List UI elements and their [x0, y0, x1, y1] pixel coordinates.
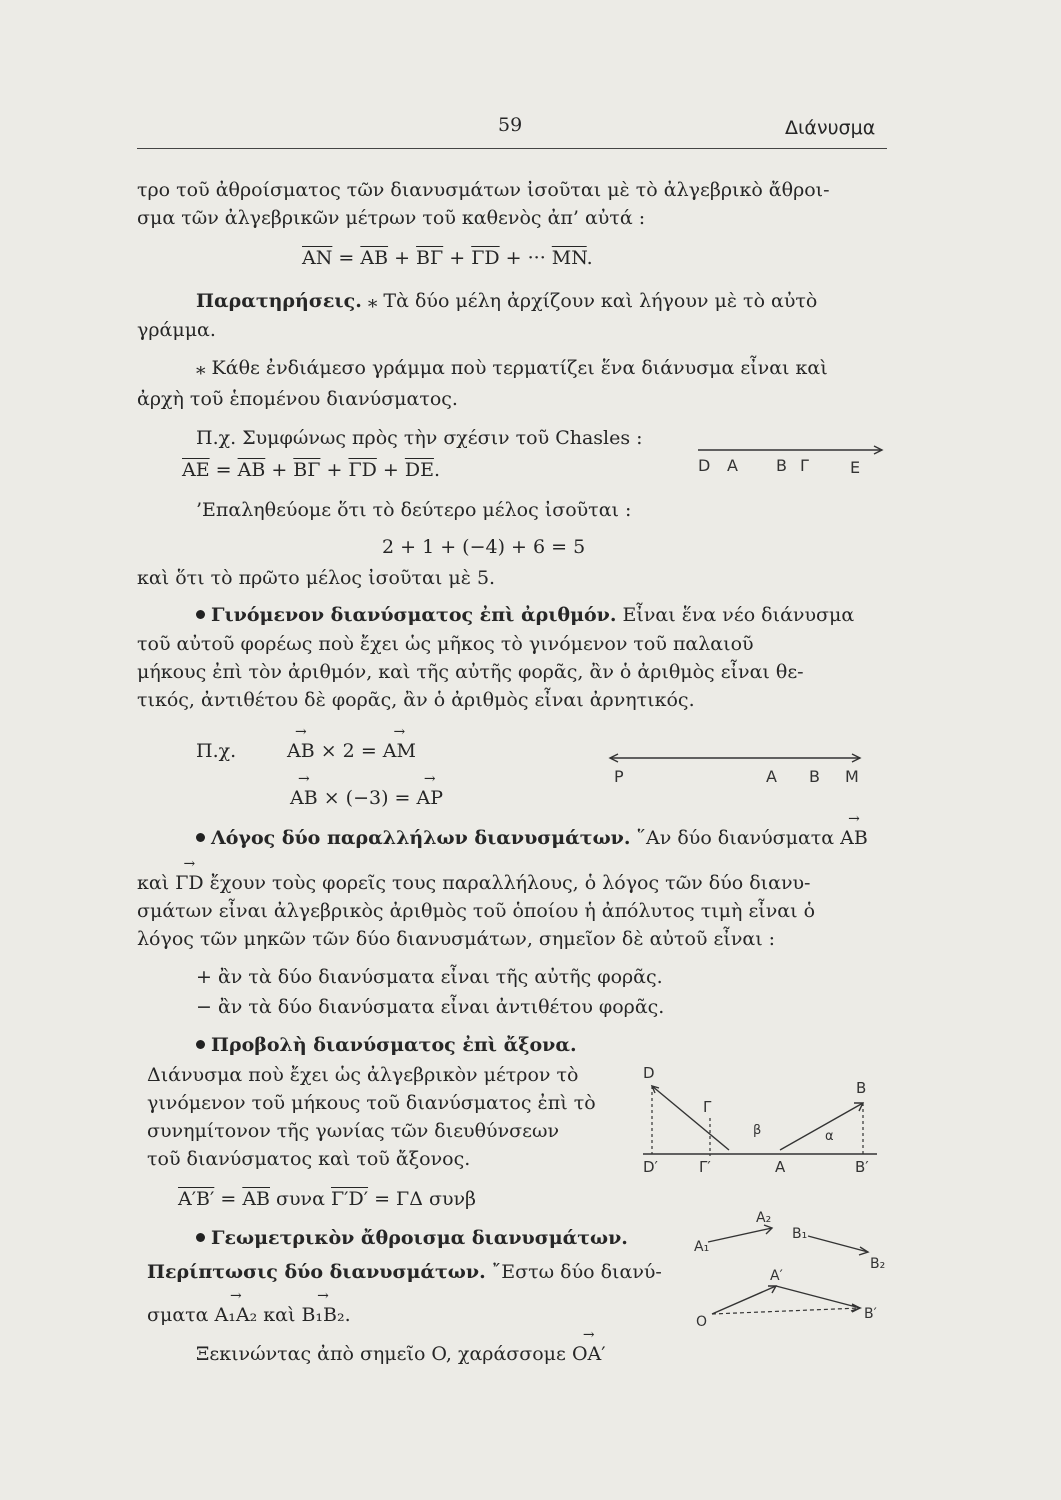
observations-heading: Παρατηρήσεις. [196, 290, 362, 312]
operator: + [388, 247, 417, 269]
text-line: ’Επαληθεύομε ὅτι τὸ δεύτερο μέλος ἰσοῦται : [196, 499, 632, 521]
text-line: σμα τῶν ἀλγεβρικῶν μέτρων τοῦ καθενὸς ἀπ’ αὐτά : [137, 207, 646, 229]
equation-product-1 [287, 739, 416, 763]
vector: → AB [287, 739, 315, 763]
text-line: Διάνυσμα ποὺ ἔχει ὡς ἀλγεβρικὸν μέτρον τὸ [147, 1064, 579, 1086]
figure-product-axis [600, 745, 870, 800]
bullet-icon [196, 1040, 205, 1049]
figure-chasles-axis [690, 436, 890, 486]
vector-oa-prime [712, 1286, 776, 1314]
segment: $\overline{\Gamma D}$ [471, 247, 500, 269]
text: συνα [270, 1188, 331, 1210]
text-line [137, 871, 810, 895]
segment: $\overline{B\Gamma}$ [416, 247, 444, 269]
text: Εἶναι ἕνα νέο διάνυσμα [622, 604, 855, 626]
angle-label: α [825, 1129, 834, 1144]
bullet-icon [196, 610, 205, 619]
vector: → ΓD [175, 871, 203, 895]
page-number: 59 [498, 114, 523, 136]
operator: + [443, 247, 472, 269]
text: = ΓΔ συνβ [368, 1188, 477, 1210]
point-label: A [775, 1158, 786, 1176]
vector-b1b2 [808, 1236, 868, 1252]
operator: = [209, 459, 238, 481]
point-label: D [643, 1064, 655, 1082]
text-line: καὶ ὅτι τὸ πρῶτο μέλος ἰσοῦται μὲ 5. [137, 567, 496, 589]
point-label: B₂ [870, 1256, 886, 1272]
case-line [147, 1260, 662, 1284]
header-rule [137, 148, 887, 149]
resultant-dashed [712, 1308, 860, 1314]
point-label: B′ [855, 1158, 869, 1176]
segment: $\overline{AB}$ [360, 247, 389, 269]
text: καὶ [137, 872, 170, 894]
point-label: A′ [770, 1268, 783, 1284]
text: ἔχουν τοὺς φορεῖς τους παραλλήλους, ὁ λόγος τῶν δύο διανυ- [209, 872, 811, 894]
point-label: B′ [864, 1306, 877, 1322]
punct: . [433, 459, 441, 481]
ratio-line [196, 826, 868, 850]
text-line [147, 1303, 351, 1327]
case-heading: Περίπτωσις δύο διανυσμάτων. [147, 1261, 486, 1283]
text: καὶ [257, 1304, 302, 1326]
text-line: γράμμα. [137, 319, 216, 341]
vector: → AB [840, 826, 868, 850]
point-label: Γ [703, 1098, 712, 1116]
point-label: B₁ [792, 1226, 808, 1242]
vector-ab [780, 1103, 863, 1150]
text-line: συνημίτονον τῆς γωνίας τῶν διευθύνσεων [147, 1120, 559, 1142]
equation-chasles-general [302, 246, 593, 270]
punct: . [586, 247, 593, 269]
text-line: μήκους ἐπὶ τὸν ἀριθμόν, καὶ τῆς αὐτῆς φορᾶς, ἂν ὁ ἀριθμὸς εἶναι θε- [137, 661, 804, 683]
operator: = [214, 1188, 243, 1210]
segment: $\overline{AN}$ [302, 247, 333, 269]
product-heading: Γινόμενον διανύσματος ἐπὶ ἀριθμόν. [211, 604, 617, 626]
operator: × 2 = [314, 740, 383, 762]
text-line: τοῦ αὐτοῦ φορέως ποὺ ἔχει ὡς μῆκος τὸ γινόμενον τοῦ παλαιοῦ [137, 633, 754, 655]
point-label: O [696, 1314, 708, 1330]
text-line: τικός, ἀντιθέτου δὲ φορᾶς, ἂν ὁ ἀριθμὸς εἶναι ἀρνητικός. [137, 689, 695, 711]
segment: $\overline{AE}$ [182, 459, 210, 481]
point-label: B [809, 767, 820, 786]
text: Τὰ δύο μέλη ἀρχίζουν καὶ λήγουν μὲ τὸ αὐτὸ [383, 290, 818, 312]
ratio-heading: Λόγος δύο παραλλήλων διανυσμάτων. [211, 827, 631, 849]
point-label: D [698, 456, 711, 475]
point-label: P [614, 767, 624, 786]
vector: → AP [417, 786, 444, 810]
bullet-icon [196, 1233, 205, 1242]
product-line [196, 603, 854, 627]
figure-projection [635, 1060, 885, 1180]
geometric-sum-heading: Γεωμετρικὸν ἄθροισμα διανυσμάτων. [211, 1227, 628, 1249]
numeric-check: 2 + 1 + (−4) + 6 = 5 [382, 536, 586, 558]
point-label: Γ′ [699, 1158, 711, 1176]
operator: × (−3) = [317, 787, 417, 809]
point-label: D′ [643, 1158, 658, 1176]
segment: $\overline{\Gamma D}$ [348, 459, 377, 481]
operator: + [265, 459, 294, 481]
example-label: Π.χ. [196, 740, 237, 762]
text: ῞Αν δύο διανύσματα [636, 827, 835, 849]
text: σματα [147, 1304, 215, 1326]
point-label: M [845, 767, 859, 786]
text: ῎Εστω δύο διανύ- [491, 1261, 662, 1283]
text-line: + ἂν τὰ δύο διανύσματα εἶναι τῆς αὐτῆς φορᾶς. [196, 966, 663, 988]
observations-line [196, 289, 817, 313]
bullet-icon [196, 833, 205, 842]
vector-a-prime-b-prime [776, 1286, 860, 1308]
projection-heading: Προβολὴ διανύσματος ἐπὶ ἄξονα. [211, 1034, 577, 1056]
vector-gamma-d [652, 1086, 729, 1150]
vector: → AB [290, 786, 318, 810]
point-label: B [856, 1079, 867, 1097]
segment: Γ′D′ [330, 1188, 369, 1210]
vector-a1a2 [708, 1228, 772, 1242]
vector: → B₁B₂ [301, 1303, 344, 1327]
text-line: − ἂν τὰ δύο διανύσματα εἶναι ἀντιθέτου φορᾶς. [196, 996, 665, 1018]
point-label: E [850, 458, 861, 477]
angle-label: β [753, 1123, 762, 1138]
point-label: A₁ [694, 1239, 710, 1255]
text-line: Π.χ. Συμφώνως πρὸς τὴν σχέσιν τοῦ Chasles : [196, 427, 643, 449]
text: Ξεκινώντας ἀπὸ σημεῖο O, χαράσσομε [196, 1343, 566, 1365]
figure-geometric-sum [690, 1208, 890, 1338]
segment: A′B′ [178, 1188, 215, 1210]
vector: → A₁A₂ [215, 1303, 258, 1327]
text-line: ἀρχὴ τοῦ ἑπομένου διανύσματος. [137, 388, 458, 410]
operator: + [320, 459, 349, 481]
point-label: A₂ [756, 1210, 772, 1226]
text-line: γινόμενον τοῦ μήκους τοῦ διανύσματος ἐπὶ τὸ [147, 1092, 596, 1114]
segment: $\overline{AB}$ [242, 1188, 270, 1210]
geometric-sum-line [196, 1226, 628, 1250]
text-line: τρο τοῦ ἀθροίσματος τῶν διανυσμάτων ἰσοῦται μὲ τὸ ἀλγεβρικὸ ἄθροι- [137, 179, 830, 201]
point-label: Γ [800, 456, 809, 475]
equation-product-2 [290, 786, 443, 810]
projection-line [196, 1033, 577, 1057]
point-label: A [727, 456, 738, 475]
text-line: σμάτων εἶναι ἀλγεβρικὸς ἀριθμὸς τοῦ ὁποίου ἡ ἀπόλυτος τιμὴ εἶναι ὁ [137, 900, 816, 922]
vector: → AM [383, 739, 416, 763]
segment: $\overline{B\Gamma}$ [293, 459, 321, 481]
operator: = [332, 247, 361, 269]
segment: $\overline{AB}$ [237, 459, 266, 481]
vector: → OA′ [572, 1342, 606, 1366]
segment: $\overline{MN}$ [551, 247, 587, 269]
operator: + [376, 459, 405, 481]
star-icon: ⁎ [367, 290, 378, 312]
punct: . [344, 1304, 351, 1326]
segment: $\overline{DE}$ [404, 459, 434, 481]
text-line: ⁎ Κάθε ἐνδιάμεσο γράμμα ποὺ τερματίζει ἕνα διάνυσμα εἶναι καὶ [196, 357, 828, 379]
equation-projection [178, 1187, 476, 1211]
text-line: τοῦ διανύσματος καὶ τοῦ ἄξονος. [147, 1148, 471, 1170]
point-label: B [776, 456, 787, 475]
equation-chasles-example [182, 458, 440, 482]
point-label: A [766, 767, 777, 786]
text-line [196, 1342, 606, 1366]
operator: + ··· [499, 247, 552, 269]
running-title: Διάνυσμα [785, 117, 876, 139]
text-line: λόγος τῶν μηκῶν τῶν δύο διανυσμάτων, σημεῖον δὲ αὐτοῦ εἶναι : [137, 928, 776, 950]
